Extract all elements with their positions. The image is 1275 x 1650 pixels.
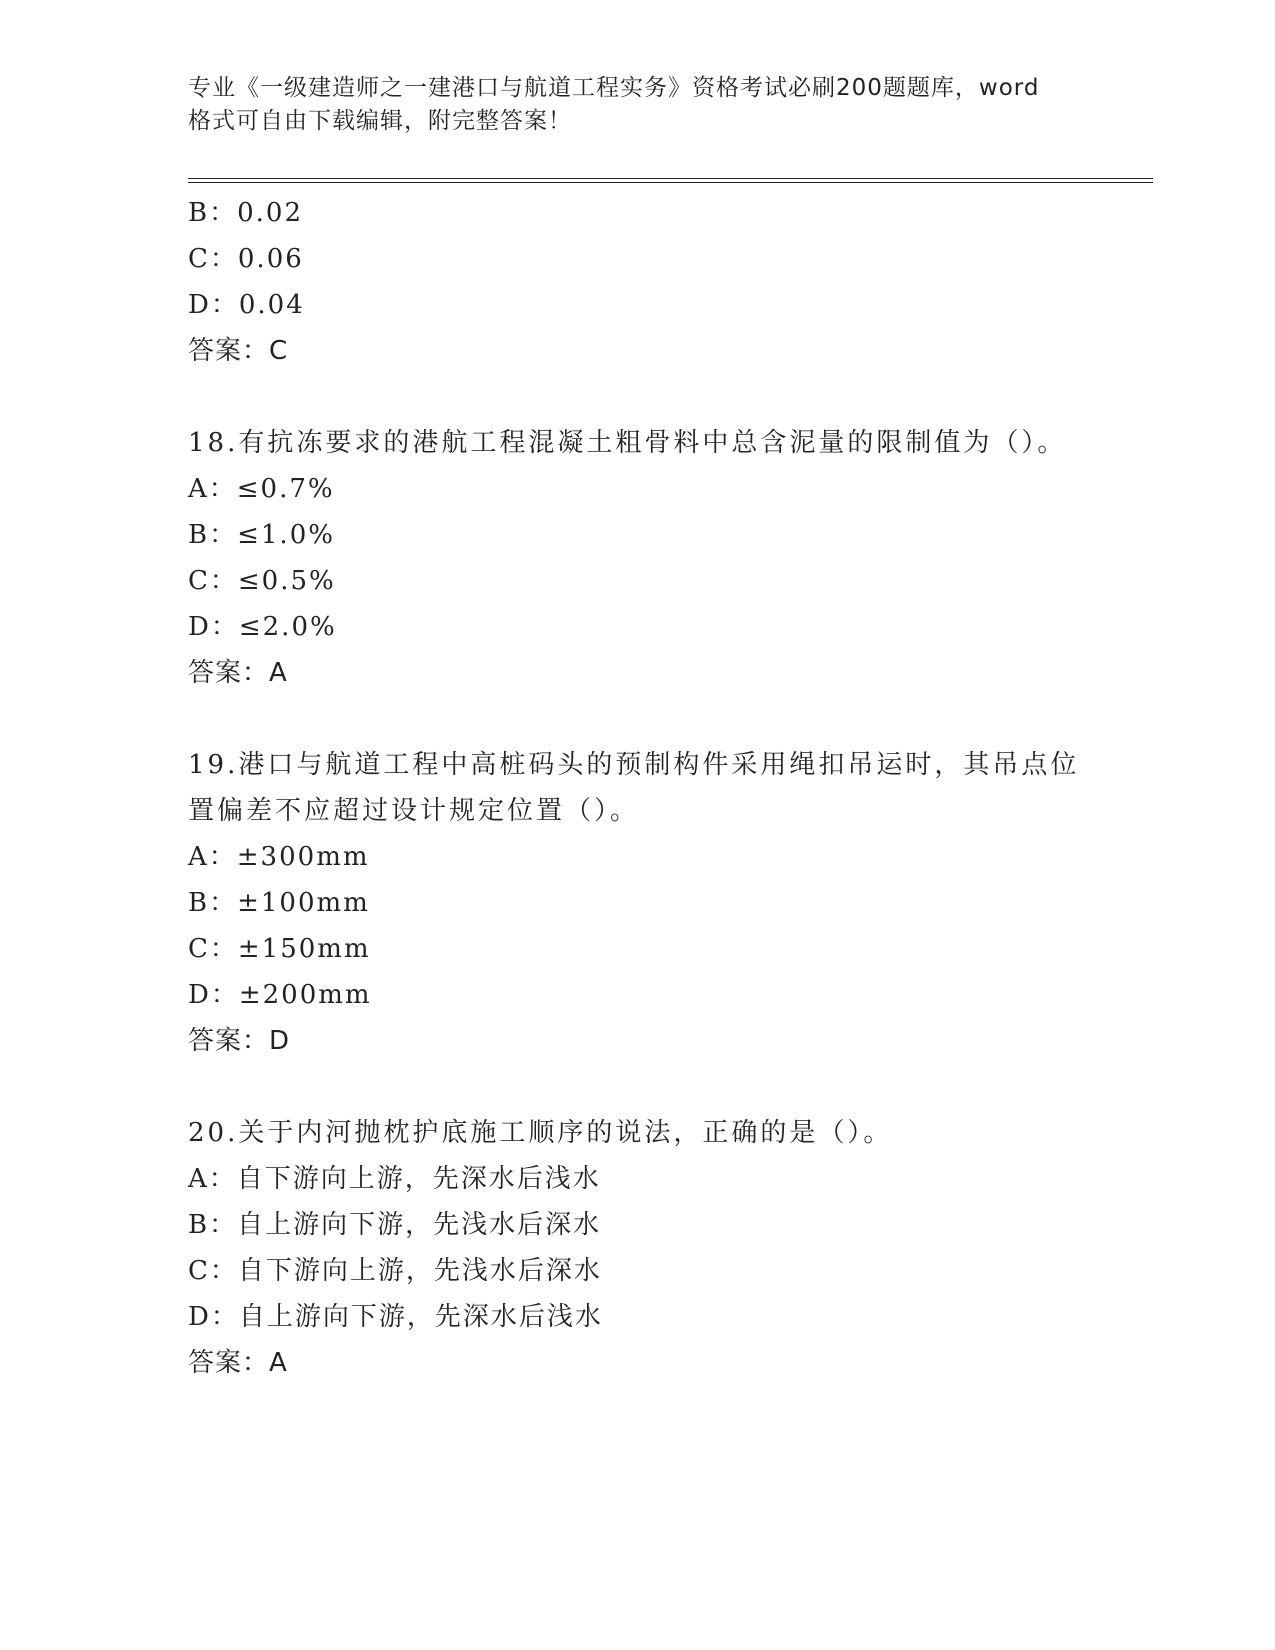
option-b: B：±100mm <box>188 888 370 918</box>
option-b: B：自上游向下游，先浅水后深水 <box>188 1210 602 1240</box>
option-d: D：自上游向下游，先深水后浅水 <box>188 1302 603 1332</box>
option-a: A：≤0.7% <box>188 474 335 504</box>
question-20 <box>188 1110 1148 1386</box>
option-b: B：0.02 <box>188 198 303 228</box>
header-divider-bottom <box>188 182 1153 183</box>
answer-text: 答案：D <box>188 1026 291 1056</box>
option-d: D：0.04 <box>188 290 305 320</box>
question-title-line-2: 置偏差不应超过设计规定位置（）。 <box>188 796 640 826</box>
header-divider-top <box>188 178 1153 179</box>
header-line-2: 格式可自由下载编辑，附完整答案！ <box>188 108 572 134</box>
question-17-continuation <box>188 190 1148 374</box>
option-c: C：自下游向上游，先浅水后深水 <box>188 1256 602 1286</box>
option-a: A：自下游向上游，先深水后浅水 <box>188 1164 601 1194</box>
question-19 <box>188 742 1148 1064</box>
header-line-1: 专业《一级建造师之一建港口与航道工程实务》资格考试必刷200题题库，word <box>188 75 1040 101</box>
option-b: B：≤1.0% <box>188 520 335 550</box>
answer-text: 答案：C <box>188 336 289 366</box>
question-title-line-1: 19.港口与航道工程中高桩码头的预制构件采用绳扣吊运时，其吊点位 <box>188 750 1080 780</box>
question-18 <box>188 420 1148 696</box>
option-c: C：0.06 <box>188 244 304 274</box>
option-c: C：±150mm <box>188 934 371 964</box>
option-d: D：≤2.0% <box>188 612 337 642</box>
option-d: D：±200mm <box>188 980 372 1010</box>
question-list <box>188 190 1148 1386</box>
option-c: C：≤0.5% <box>188 566 336 596</box>
question-title: 20.关于内河抛枕护底施工顺序的说法，正确的是（）。 <box>188 1118 893 1148</box>
option-a: A：±300mm <box>188 842 370 872</box>
question-title: 18.有抗冻要求的港航工程混凝土粗骨料中总含泥量的限制值为（）。 <box>188 428 1067 458</box>
document-header <box>188 72 1088 138</box>
answer-text: 答案：A <box>188 658 288 688</box>
answer-text: 答案：A <box>188 1348 288 1378</box>
